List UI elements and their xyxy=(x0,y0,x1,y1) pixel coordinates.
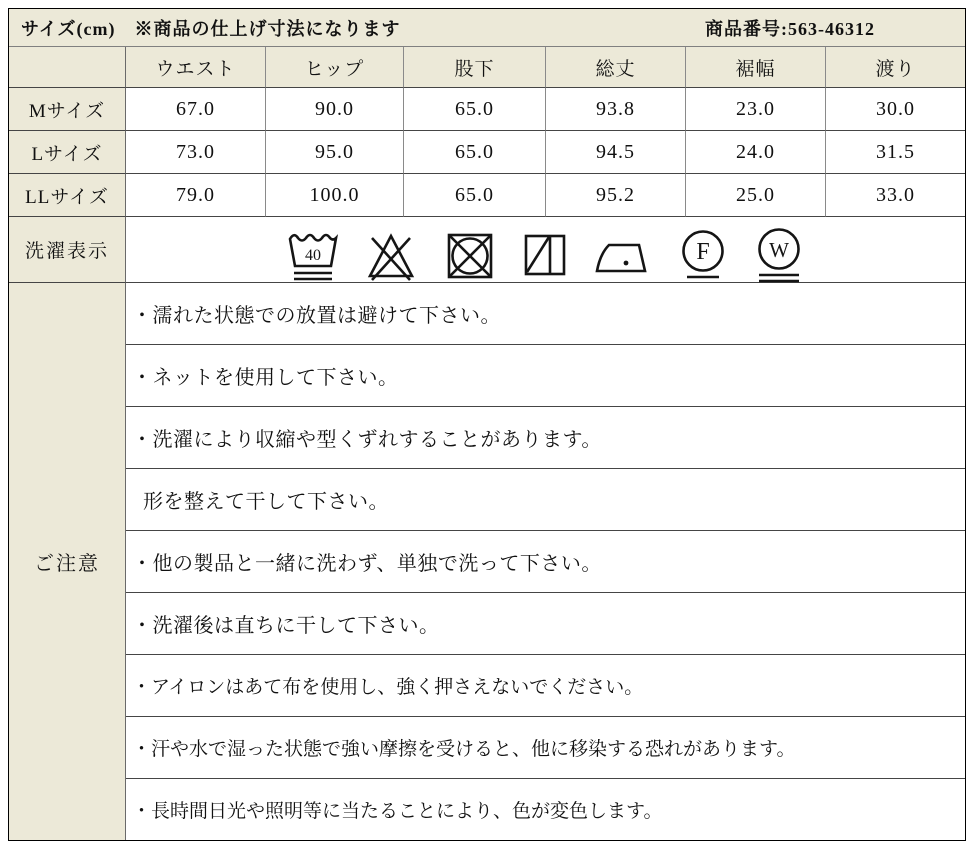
value-cell: 90.0 xyxy=(266,88,404,131)
note-item: ・他の製品と一緒に洗わず、単独で洗って下さい。 xyxy=(126,530,965,592)
care-symbols-label: 洗濯表示 xyxy=(9,217,126,283)
value-cell: 100.0 xyxy=(266,174,404,217)
care-symbols-row xyxy=(9,217,965,283)
table-row-size-m xyxy=(9,88,965,131)
notes-list xyxy=(126,283,965,840)
value-cell: 23.0 xyxy=(686,88,826,131)
column-header-hip: ヒップ xyxy=(266,47,404,88)
value-cell: 93.8 xyxy=(546,88,686,131)
corner-cell xyxy=(9,47,126,88)
column-header-thigh-width: 渡り xyxy=(826,47,965,88)
value-cell: 79.0 xyxy=(126,174,266,217)
dry-clean-letter: F xyxy=(695,239,710,265)
no-bleach-icon xyxy=(365,226,417,284)
wet-clean-very-gentle-icon xyxy=(754,226,804,284)
row-label: LLサイズ xyxy=(9,174,126,217)
row-label: Lサイズ xyxy=(9,131,126,174)
column-header-waist: ウエスト xyxy=(126,47,266,88)
size-spec-table xyxy=(8,8,966,841)
value-cell: 73.0 xyxy=(126,131,266,174)
value-cell: 30.0 xyxy=(826,88,965,131)
note-item: 形を整えて干して下さい。 xyxy=(126,468,965,530)
iron-low-heat-icon xyxy=(594,226,652,284)
value-cell: 65.0 xyxy=(404,174,546,217)
note-item: ・洗濯により収縮や型くずれすることがあります。 xyxy=(126,406,965,468)
column-header-total-length: 総丈 xyxy=(546,47,686,88)
note-item: ・アイロンはあて布を使用し、強く押さえないでください。 xyxy=(126,654,965,716)
value-cell: 31.5 xyxy=(826,131,965,174)
note-item: ・長時間日光や照明等に当たることにより、色が変色します。 xyxy=(126,778,965,840)
care-symbols-strip xyxy=(126,217,965,283)
column-header-inseam: 股下 xyxy=(404,47,546,88)
value-cell: 67.0 xyxy=(126,88,266,131)
wet-clean-letter: W xyxy=(768,238,789,262)
size-unit-label: サイズ(cm) ※商品の仕上げ寸法になります xyxy=(21,18,401,39)
value-cell: 94.5 xyxy=(546,131,686,174)
size-table-header-row xyxy=(9,47,965,88)
value-cell: 24.0 xyxy=(686,131,826,174)
table-row-size-l xyxy=(9,131,965,174)
column-header-hem-width: 裾幅 xyxy=(686,47,826,88)
wash-temp-value: 40 xyxy=(304,247,321,264)
value-cell: 65.0 xyxy=(404,88,546,131)
note-item: ・ネットを使用して下さい。 xyxy=(126,344,965,406)
row-label: Mサイズ xyxy=(9,88,126,131)
note-item: ・洗濯後は直ちに干して下さい。 xyxy=(126,592,965,654)
line-dry-in-shade-icon xyxy=(523,226,567,284)
table-row-size-ll xyxy=(9,174,965,217)
value-cell: 25.0 xyxy=(686,174,826,217)
dry-clean-petroleum-gentle-icon xyxy=(679,226,727,284)
value-cell: 65.0 xyxy=(404,131,546,174)
title-bar xyxy=(9,9,965,47)
value-cell: 95.2 xyxy=(546,174,686,217)
value-cell: 95.0 xyxy=(266,131,404,174)
no-tumble-dry-icon xyxy=(444,226,496,284)
product-number: 商品番号:563-46312 xyxy=(705,18,875,39)
wash-40-very-gentle-icon xyxy=(288,226,338,284)
notes-section xyxy=(9,283,965,840)
value-cell: 33.0 xyxy=(826,174,965,217)
note-item: ・濡れた状態での放置は避けて下さい。 xyxy=(126,283,965,344)
note-item: ・汗や水で湿った状態で強い摩擦を受けると、他に移染する恐れがあります。 xyxy=(126,716,965,778)
notes-label: ご注意 xyxy=(9,283,126,840)
